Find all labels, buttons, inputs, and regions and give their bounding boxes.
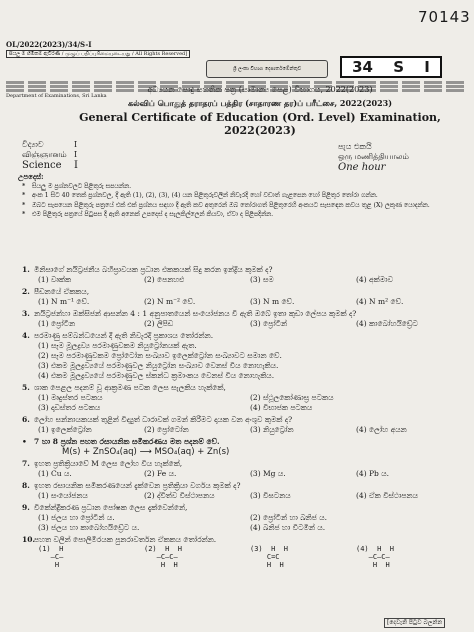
subject-label-ta: விஞ்ஞானம் — [22, 150, 67, 159]
subject-value-ta: I — [74, 150, 78, 159]
option: (4) එකම මූලද්‍රව්‍යයේ පරමාණුවල ස්කන්ධ ක්‍රමාංකය වෙනස් විය නොහැකිය. — [38, 371, 275, 380]
question-number: 5. — [22, 383, 30, 392]
option: (1) N m⁻¹ වේ. — [38, 297, 90, 306]
duration-en: One hour — [338, 162, 386, 173]
option: (1) ජලය හා ප්‍රෝටීන් ය. — [38, 513, 115, 522]
option: (3) දෘඩස්තර පටකය — [38, 403, 101, 412]
question-text: මිනිසාගේ නයිට්‍රජනීය බහිස්‍රාවයක ප්‍රධාන එකකයක් සිදු කරන ඉන්ද්‍රිය කුමක් ද? — [34, 265, 273, 274]
question-4 — [22, 331, 462, 381]
seal-text: ශ්‍රී ලංකා විභාග දෙපාර්තමේන්තුව — [232, 66, 302, 72]
handwritten-number: 70143 — [418, 8, 471, 26]
question-6 — [22, 415, 462, 435]
instructions — [18, 172, 458, 220]
question-number: 6. — [22, 415, 30, 424]
question-3 — [22, 309, 462, 329]
duration-ta: ஒரு மணித்தியாலம் — [338, 152, 409, 161]
option: (1) ප්‍රෝටීන — [38, 319, 76, 328]
question-5 — [22, 383, 462, 413]
instruction-item: * එම පිළිතුරු පත්‍රයේ පිටුපස දී ඇති අනෙක් උපදෙස් ද සැලකිල්ලෙන් කියවා, ඒවා ද පිළිපදින්න. — [18, 210, 458, 220]
question-8 — [22, 481, 462, 501]
instruction-item: * සියලු ම ප්‍රශ්නවලට පිළිතුරු සපයන්න. — [18, 182, 458, 192]
option: (1) වෘක්ක — [38, 275, 72, 284]
option: (3) එකම මූලද්‍රව්‍යයේ පරමාණුවල නියුට්‍රෝන සංඛ්‍යාව වෙනස් විය නොහැකිය. — [38, 361, 279, 370]
option: (3) ජලය හා කාබෝහයිඩ්‍රේට ය. — [38, 523, 140, 532]
subject-value-si: I — [74, 140, 78, 149]
exam-title — [70, 85, 450, 137]
question-list — [22, 265, 462, 571]
question-text: නයිට්‍රජන්හා ඔක්සිජන් ආසන්න 4 : 1 අනුපාතයෙන් සංයෝජනය වී ඇති ඔබේ ඉතා කුඩා ලේපය කුමක් ද? — [34, 309, 357, 318]
option: (1) සෑම මූලද්‍රව්‍ය පරමාණුවකම නියුට්‍රෝනයක් ඇත. — [38, 341, 197, 350]
subject-label-si: විද්‍යාව — [22, 140, 44, 149]
exam-title-sinhala: අධ්‍යයන පොදු සහතික පත්‍ර (සාමාන්‍ය පෙළ) විභාගය, 2022(2023) — [147, 85, 373, 94]
option: (1) සංයෝජනය — [38, 491, 88, 500]
structural-formula-option: (4) H H —C—C— H H — [356, 545, 394, 569]
instructions-heading: උපදෙස්: — [18, 172, 44, 181]
question-7 — [22, 459, 462, 479]
question-number: 4. — [22, 331, 30, 340]
duration-box — [338, 142, 409, 173]
option: (2) N m⁻² වේ. — [144, 297, 196, 306]
department-seal — [206, 60, 328, 78]
next-page-notice: [දෙවැනි පිටුව බලන්න — [384, 618, 445, 628]
option: (1) මෘදුස්තර පටකය — [38, 393, 103, 402]
question-number: 1. — [22, 265, 30, 274]
question-number: 2. — [22, 287, 30, 296]
question-text: ශාක පෙළල පදනම් වූ ආක්‍රමණ පටක ලෙස සැලකිය හැක්කේ, — [34, 383, 226, 392]
instruction-item: * අංක 1 සිට 40 තෙක් ප්‍රශ්නවල, දී ඇති (1), (2), (3), (4) යන පිළිතුරුවලින් නිවැරදි හෝ වඩාත් ගැළපෙන හෝ පිළිතුර තෝරා ගන්න. — [18, 191, 458, 201]
question-text: 7 හා 8 ප්‍රශ්න පහත රසායනික සමීකරණය මත පදනම් වේ. — [34, 437, 220, 446]
question-number: • — [22, 437, 27, 446]
option: (4) ඒක විස්ථාපනය — [356, 491, 418, 500]
rights-notice: සියලු ම හිමිකම් ඇවිරිණි / முழுப் பதிப்புரிமையுடையது / All Rights Reserved] — [6, 50, 190, 58]
question-text: පහත වලින් පොලිමීරයක පුනරාවර්තන ඒකකය තෝරන්න. — [34, 535, 217, 544]
option: (2) සෑම පරමාණුවකම ප්‍රෝටෝන සංඛ්‍යාව ඉලෙක්ට්‍රෝන සංඛ්‍යාවට සමාන වේ. — [38, 351, 282, 360]
option: (3) විඝටනය — [250, 491, 291, 500]
question-1 — [22, 265, 462, 285]
option: (4) ඛනිජ හා විටමින් ය. — [250, 523, 326, 532]
question-text: විකේන්ද්‍රීකරණ ප්‍රධාන පෝෂක ලෙස දැක්වෙන්නේ, — [34, 503, 188, 512]
structural-formula-option: (3) H H C=C H H — [250, 545, 288, 569]
subject-label-en: Science — [22, 160, 62, 171]
exam-title-english: General Certificate of Education (Ord. Level) Examination, 2022(2023) — [79, 111, 441, 137]
question-10 — [22, 535, 462, 569]
option: (4) විභාජක පටකය — [250, 403, 313, 412]
duration-si: පැය එකයි — [338, 142, 372, 151]
subject-value-en: I — [74, 160, 78, 171]
paper-part-code: I — [424, 58, 430, 76]
option: (4) කාබෝහයිඩ්‍රේට — [356, 319, 418, 328]
structural-formula-option: (1) H —C— H — [38, 545, 64, 569]
question-text: ලෝහ සන්නායකයක් තුළින් විද්‍යුත් ධාරාවක් ගමන් කිරීමට දායක වන අංශුව කුමක් ද? — [34, 415, 293, 424]
option: (3) සම — [250, 275, 274, 284]
option: (2) පෙනහළු — [144, 275, 185, 284]
option: (4) ලෝහ අයන — [356, 425, 407, 434]
paper-number-box — [340, 56, 442, 78]
option: (2) ප්‍රෝටීන් හා ඛනිජ ය. — [250, 513, 327, 522]
exam-title-tamil: கல்விப் பொதுத் தராதரப் பத்திர (சாதாரண தர)ப் பரீட்சை, 2022(2023) — [127, 98, 392, 108]
option: (1) Cu ය. — [38, 469, 72, 478]
option: (2) ද්විත්ව විස්ථාපනය — [144, 491, 215, 500]
option: (3) Mg ය. — [250, 469, 286, 478]
paper-code: OL/2022(2023)/34/S-I — [6, 40, 92, 49]
question-number: 9. — [22, 503, 30, 512]
question-number: 3. — [22, 309, 30, 318]
question-2 — [22, 287, 462, 307]
question-text: පරමාණු සම්බන්ධයෙන් දී ඇති නිවැරදි ප්‍රකාශය තෝරන්න. — [34, 331, 214, 340]
option: (2) Fe ය. — [144, 469, 177, 478]
question-text: ඉහත රසායනික සමීකරණයෙන් දැක්වෙන ප්‍රතික්‍රියා වර්ගය කුමක් ද? — [34, 481, 241, 490]
option: (1) ඉලෙක්ට්‍රෝන — [38, 425, 92, 434]
question-number: 7. — [22, 459, 30, 468]
option: (3) ප්‍රෝටීන් — [250, 319, 288, 328]
question-text: ඉහත ප්‍රතික්‍රියාවේ M ලෙස ලෝහ විය හැක්කේ, — [34, 459, 183, 468]
option: (4) අක්මාව — [356, 275, 393, 284]
option: (4) N m² වේ. — [356, 297, 404, 306]
question-7-8-intro — [22, 437, 462, 457]
question-number: 8. — [22, 481, 30, 490]
structural-formula-option: (2) H H —C—C— H H — [144, 545, 182, 569]
instruction-item: * ඔබට සැපයෙන පිළිතුරු පත්‍රයේ එක් එක් ප්‍රශ්නය සඳහා දී ඇති කව අතුරෙන් ඔබ තෝරාගත් පිළිතුරෙහි අංකයට සැසඳෙන කවය තුළ (X) ලකුණ යොදන්න. — [18, 201, 458, 211]
question-number: 10. — [22, 535, 36, 544]
question-text: පීඩනයේ ඒකකය, — [34, 287, 90, 296]
option: (3) N m වේ. — [250, 297, 295, 306]
option: (2) ප්‍රෝටෝන — [144, 425, 189, 434]
department-en: Department of Examinations, Sri Lanka — [6, 93, 107, 99]
subject-box — [22, 140, 152, 170]
chemical-equation: M(s) + ZnSO₄(aq) ⟶ MSO₄(aq) + Zn(s) — [62, 447, 230, 457]
question-9 — [22, 503, 462, 533]
option: (2) ස්ථූලකෝණාස්‍ර පටකය — [250, 393, 334, 402]
paper-subject-code: 34 — [352, 58, 373, 76]
option: (3) නියුට්‍රෝන — [250, 425, 294, 434]
option: (4) Pb ය. — [356, 469, 390, 478]
paper-medium-code: S — [393, 58, 405, 76]
option: (2) ලිපිඩ — [144, 319, 174, 328]
